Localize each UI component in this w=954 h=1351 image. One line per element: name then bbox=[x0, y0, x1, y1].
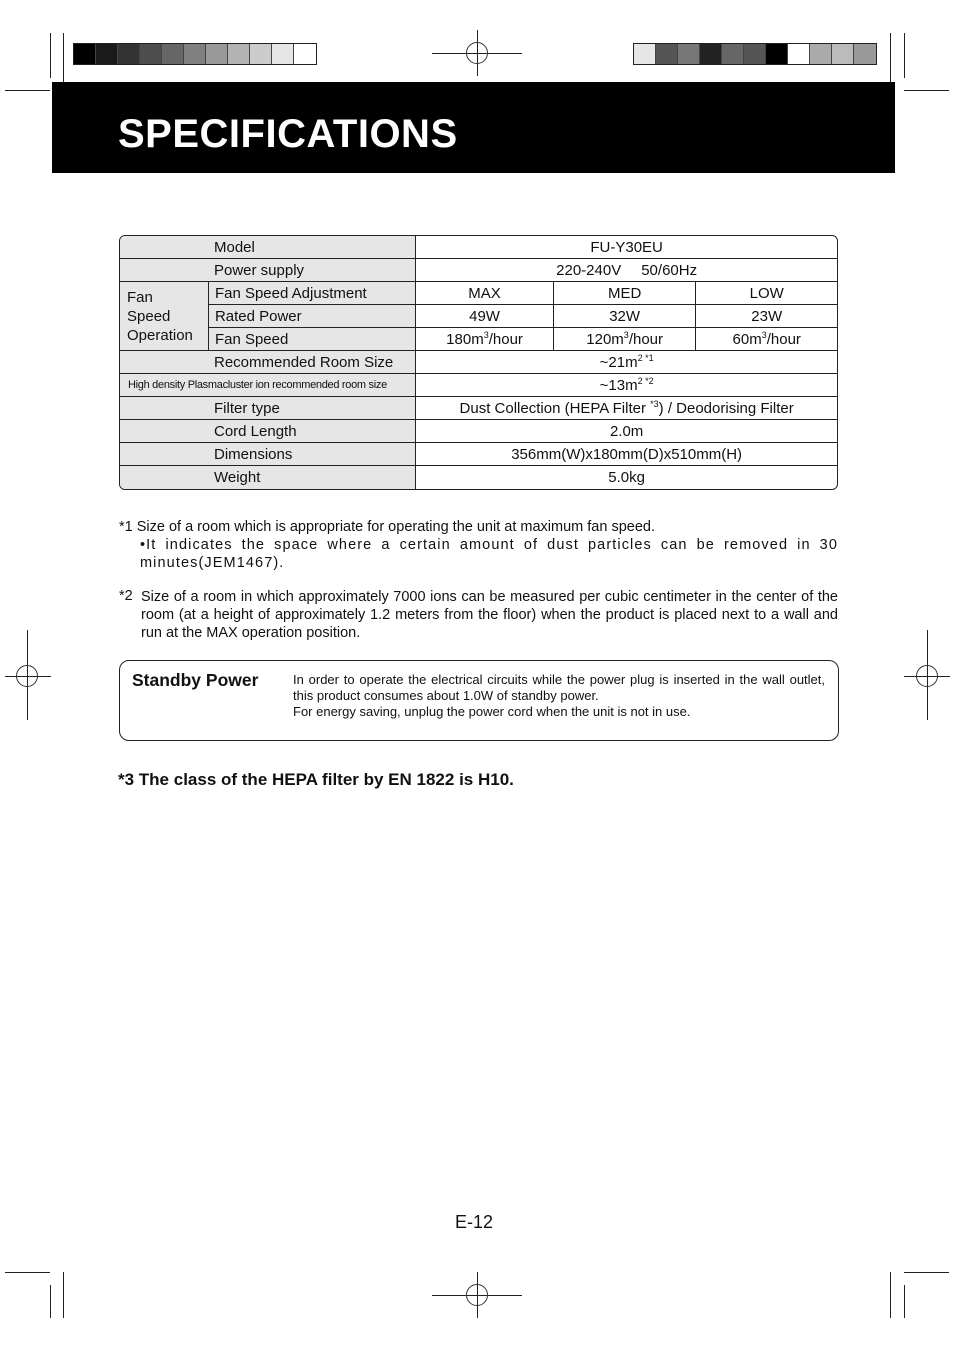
plasmacluster-room-size-value: $\sim 13m^{2 *2}$ bbox=[416, 374, 837, 397]
fan-speed-med: $120m^3$/hour bbox=[554, 328, 697, 351]
footnote-1: *1 Size of a room which is appropriate for operating the unit at maximum fan speed. bbox=[119, 519, 655, 535]
color-swatch bbox=[294, 44, 316, 64]
hepa-class-note: *3 The class of the HEPA filter by EN 1822 is H10. bbox=[118, 770, 514, 789]
color-swatch bbox=[272, 44, 294, 64]
color-swatch bbox=[250, 44, 272, 64]
rated-power-med: 32W bbox=[554, 305, 697, 328]
color-swatch bbox=[74, 44, 96, 64]
page-number: E-12 bbox=[455, 1212, 494, 1232]
row-label-rated-power: Rated Power bbox=[209, 305, 416, 328]
row-label-recommended-room-size: Recommended Room Size bbox=[120, 351, 416, 374]
row-label-dimensions: Dimensions bbox=[120, 443, 416, 466]
power-supply-value bbox=[416, 259, 837, 282]
color-swatch bbox=[810, 44, 832, 64]
color-swatch bbox=[228, 44, 250, 64]
color-swatch bbox=[184, 44, 206, 64]
color-calibration-bar-left bbox=[73, 43, 317, 65]
color-swatch bbox=[854, 44, 876, 64]
row-label-fan-speed-adjustment: Fan Speed Adjustment bbox=[209, 282, 416, 305]
weight-value: 5.0kg bbox=[608, 469, 645, 486]
color-swatch bbox=[744, 44, 766, 64]
footnote-1-detail: •It indicates the space where a certain amount of dust particles can be removed in 30 minutes(JEM1467). bbox=[140, 537, 838, 571]
table-row bbox=[120, 236, 837, 259]
power-voltage: 220-240V bbox=[556, 261, 622, 279]
standby-power-text: In order to operate the electrical circuits while the power plug is inserted in the wall outlet, this product consumes about 1.0W of standby power. For energy saving, unplug the power cord when the unit is not in use. bbox=[293, 672, 825, 719]
filter-type-value: Dust Collection (HEPA Filter $^{*3}$) / Deodorising Filter bbox=[416, 397, 837, 420]
rated-power-max: 49W bbox=[416, 305, 554, 328]
color-swatch bbox=[162, 44, 184, 64]
footnote-2-mark: *2 bbox=[119, 588, 133, 604]
color-swatch bbox=[206, 44, 228, 64]
color-swatch bbox=[766, 44, 788, 64]
color-swatch bbox=[788, 44, 810, 64]
power-frequency: 50/60Hz bbox=[641, 261, 698, 279]
standby-power-box bbox=[119, 660, 839, 741]
table-row bbox=[120, 374, 837, 397]
color-swatch bbox=[118, 44, 140, 64]
cord-length-value: 2.0m bbox=[416, 420, 837, 443]
table-row bbox=[120, 397, 837, 420]
specifications-table bbox=[119, 235, 838, 490]
dimensions-value: 356mm(W)x180mm(D)x510mm(H) bbox=[416, 443, 837, 466]
color-swatch bbox=[140, 44, 162, 64]
table-row bbox=[120, 305, 837, 328]
table-row bbox=[120, 328, 837, 351]
row-label-plasmacluster-room-size: High density Plasmacluster ion recommended room size bbox=[120, 374, 416, 397]
color-calibration-bar-right bbox=[633, 43, 877, 65]
row-label-power-supply: Power supply bbox=[120, 259, 416, 282]
fan-adj-med: MED bbox=[554, 282, 697, 305]
color-swatch bbox=[656, 44, 678, 64]
row-label-fan-speed: Fan Speed bbox=[209, 328, 416, 351]
table-row bbox=[120, 466, 837, 489]
table-row bbox=[120, 420, 837, 443]
footnote-2: Size of a room in which approximately 7000 ions can be measured per cubic centimeter in the center of the room (at a height of approximately 1.2 meters from the floor) when the product is placed next to a wall and run at the MAX operation position. bbox=[141, 589, 838, 641]
standby-power-title: Standby Power bbox=[132, 670, 259, 690]
table-row bbox=[120, 443, 837, 466]
color-swatch bbox=[634, 44, 656, 64]
page-title: SPECIFICATIONS bbox=[118, 112, 458, 156]
fan-speed-max: $180m^3$/hour bbox=[416, 328, 554, 351]
color-swatch bbox=[832, 44, 854, 64]
fan-speed-low: $60m^3$/hour bbox=[696, 328, 837, 351]
fan-speed-operation-group-label: Fan Speed Operation bbox=[120, 282, 209, 351]
fan-adj-low: LOW bbox=[696, 282, 837, 305]
table-row bbox=[120, 259, 837, 282]
fan-adj-max: MAX bbox=[416, 282, 554, 305]
row-label-weight: Weight bbox=[120, 466, 416, 489]
table-row bbox=[120, 282, 837, 305]
rated-power-low: 23W bbox=[696, 305, 837, 328]
row-label-model: Model bbox=[120, 236, 416, 259]
color-swatch bbox=[700, 44, 722, 64]
table-row bbox=[120, 351, 837, 374]
row-label-cord-length: Cord Length bbox=[120, 420, 416, 443]
color-swatch bbox=[96, 44, 118, 64]
row-label-filter-type: Filter type bbox=[120, 397, 416, 420]
room-size-value: $\sim 21m^{2 *1}$ bbox=[416, 351, 837, 374]
color-swatch bbox=[722, 44, 744, 64]
model-value: FU-Y30EU bbox=[416, 236, 837, 259]
color-swatch bbox=[678, 44, 700, 64]
title-banner bbox=[52, 82, 895, 173]
